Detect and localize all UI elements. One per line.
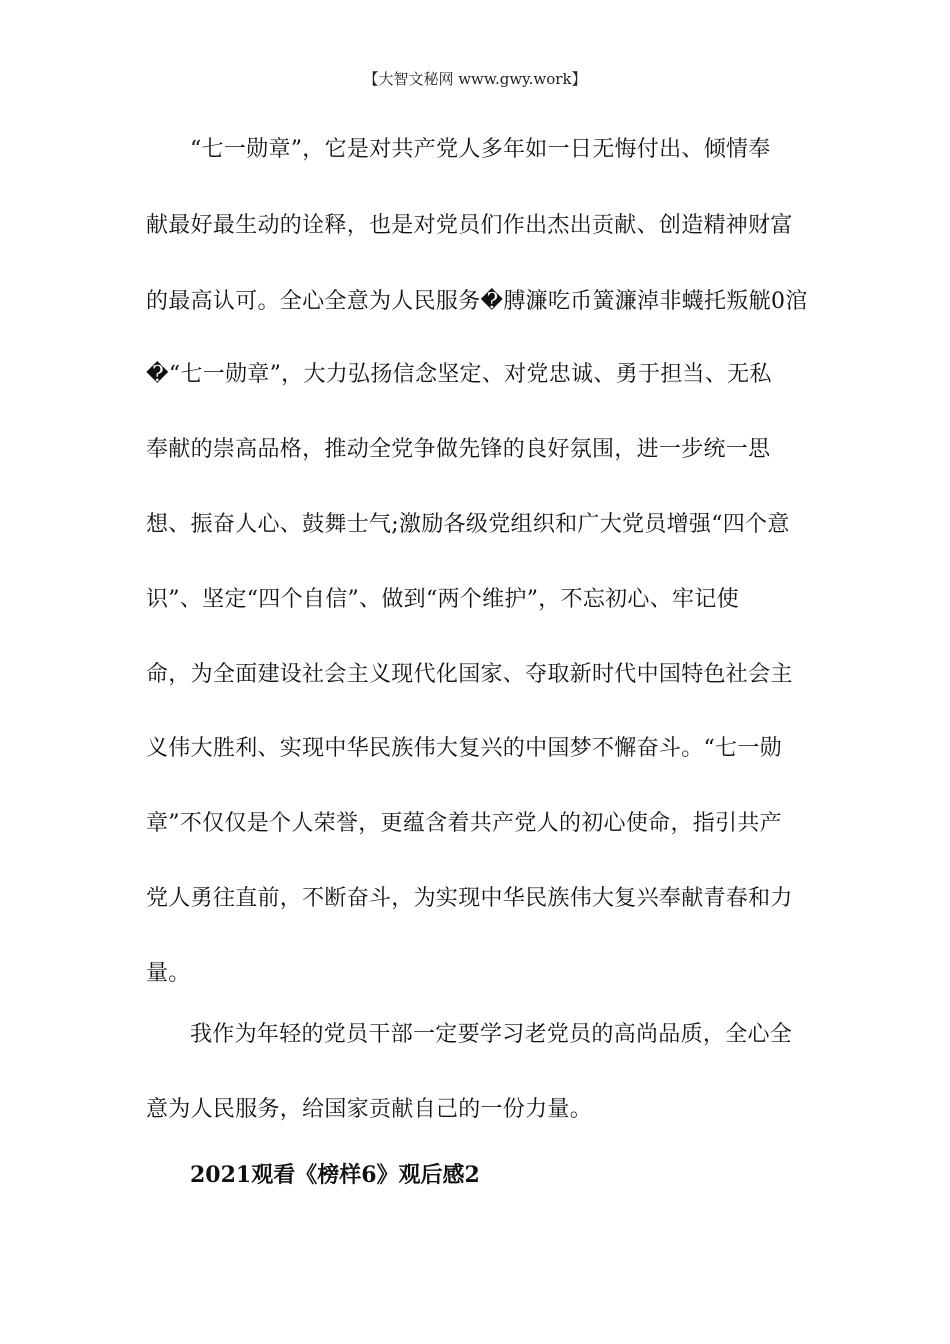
paragraph-line-1: “七一勋章”，它是对共产党人多年如一日无悔付出、倾情奉 xyxy=(190,137,771,162)
paragraph-line-11: 党人勇往直前，不断奋斗，为实现中华民族伟大复兴奉献青春和力 xyxy=(146,886,793,911)
paragraph-line-13: 我作为年轻的党员干部一定要学习老党员的高尚品质，全心全 xyxy=(190,1022,793,1047)
paragraph-line-8: 命，为全面建设社会主义现代化国家、夺取新时代中国特色社会主 xyxy=(146,662,793,687)
paragraph-line-7: 识”、坚定“四个自信”、做到“两个维护”，不忘初心、牢记使 xyxy=(146,587,739,612)
page-header: 【大智文秘网 www.gwy.work】 xyxy=(363,70,587,88)
paragraph-line-5: 奉献的崇高品格，推动全党争做先锋的良好氛围，进一步统一思 xyxy=(146,437,771,462)
paragraph-line-12: 量。 xyxy=(146,961,191,986)
paragraph-line-2: 献最好最生动的诠释，也是对党员们作出杰出贡献、创造精神财富 xyxy=(146,213,793,238)
paragraph-line-3: 的最高认可。全心全意为人民服务�膊濂吃币簧濂淖非蠛托叛觥0涫 xyxy=(146,289,808,314)
paragraph-line-14: 意为人民服务，给国家贡献自己的一份力量。 xyxy=(146,1097,593,1122)
section-heading: 2021观看《榜样6》观后感2 xyxy=(190,1162,480,1188)
paragraph-line-9: 义伟大胜利、实现中华民族伟大复兴的中国梦不懈奋斗。“七一勋 xyxy=(146,736,782,761)
paragraph-line-4: �“七一勋章”，大力弘扬信念坚定、对党忠诚、勇于担当、无私 xyxy=(146,362,772,387)
paragraph-line-10: 章”不仅仅是个人荣誉，更蕴含着共产党人的初心使命，指引共产 xyxy=(146,811,782,836)
paragraph-line-6: 想、振奋人心、鼓舞士气;激励各级党组织和广大党员增强“四个意 xyxy=(146,512,790,537)
